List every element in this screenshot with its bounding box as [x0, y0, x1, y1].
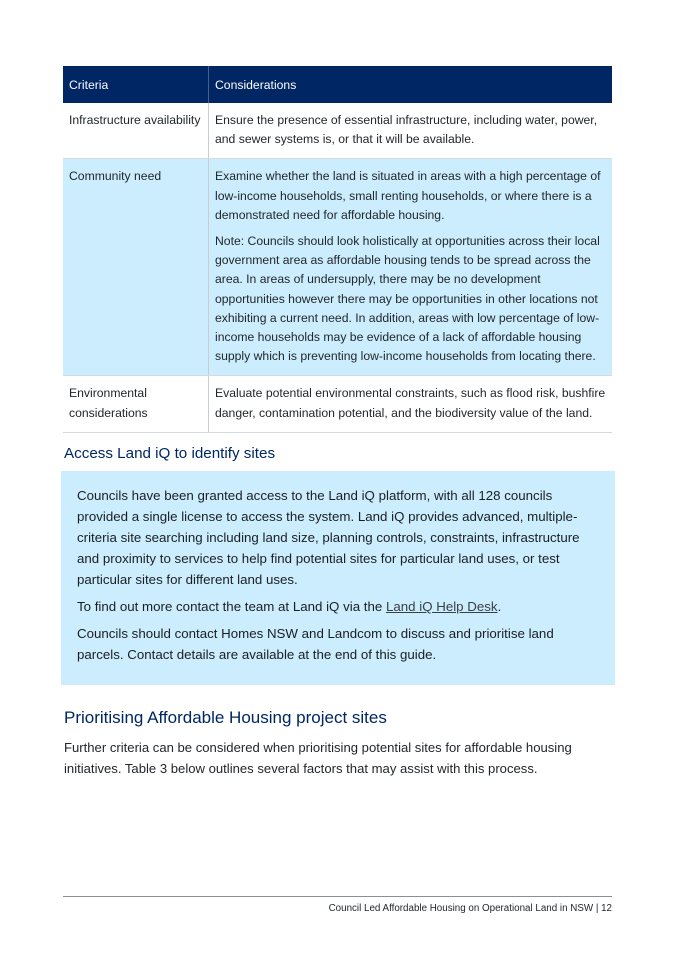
land-iq-callout: [61, 471, 615, 685]
criteria-cell: Infrastructure availability: [63, 103, 209, 159]
callout-para-2: [77, 596, 599, 617]
considerations-text: Examine whether the land is situated in areas with a high percentage of low-income households, small renting households, or where there is a demonstrated need for affordable housing.: [215, 169, 601, 222]
callout-para-3: Councils should contact Homes NSW and Landcom to discuss and prioritise land parcels. Contact details are available at the end of this guide.: [77, 626, 554, 662]
header-criteria: Criteria: [63, 66, 209, 103]
prioritising-heading: Prioritising Affordable Housing project sites: [64, 708, 387, 727]
table-header-row: [63, 66, 612, 103]
footer-divider: [63, 896, 612, 897]
considerations-text: Ensure the presence of essential infrastructure, including water, power, and sewer systems is, or that it will be available.: [215, 113, 598, 147]
callout-para-2-prefix: To find out more contact the team at Land iQ via the: [77, 599, 386, 614]
callout-para-1: Councils have been granted access to the Land iQ platform, with all 128 councils provided a single license to access the system. Land iQ provides advanced, multiple-criteria site searching including land size, planning controls, constraints, infrastructure and proximity to services to help find potential sites for particular land uses, or test particular sites for different land uses.: [77, 488, 580, 587]
prioritising-body: Further criteria can be considered when prioritising potential sites for affordable housing initiatives. Table 3 below outlines several factors that may assist with this process.: [64, 740, 572, 776]
table-row: [63, 376, 612, 432]
access-land-iq-heading: Access Land iQ to identify sites: [64, 445, 276, 462]
criteria-cell: Community need: [63, 159, 209, 376]
table-row: [63, 103, 612, 159]
considerations-cell: [209, 159, 613, 376]
considerations-text: Evaluate potential environmental constraints, such as flood risk, bushfire danger, contamination potential, and the biodiversity value of the land.: [215, 386, 606, 420]
criteria-table: [63, 66, 612, 433]
callout-para-2-suffix: .: [497, 599, 502, 614]
table-row: [63, 159, 612, 376]
header-considerations: Considerations: [209, 66, 613, 103]
considerations-note: Note: Councils should look holistically at opportunities across their local government area as affordable housing tends to be spread across the area. In areas of undersupply, there may be no development opportunities however there may be opportunities in other locations not exhibiting a current need. In addition, areas with low percentage of low-income households may be evidence of a lack of affordable housing supply which is preventing low-income households from locating there.: [215, 234, 600, 364]
footer-text: Council Led Affordable Housing on Operational Land in NSW | 12: [328, 903, 612, 914]
land-iq-help-desk-link[interactable]: Land iQ Help Desk: [385, 599, 498, 614]
considerations-cell: [209, 376, 613, 432]
criteria-cell: Environmental considerations: [63, 376, 209, 432]
considerations-cell: [209, 103, 613, 159]
